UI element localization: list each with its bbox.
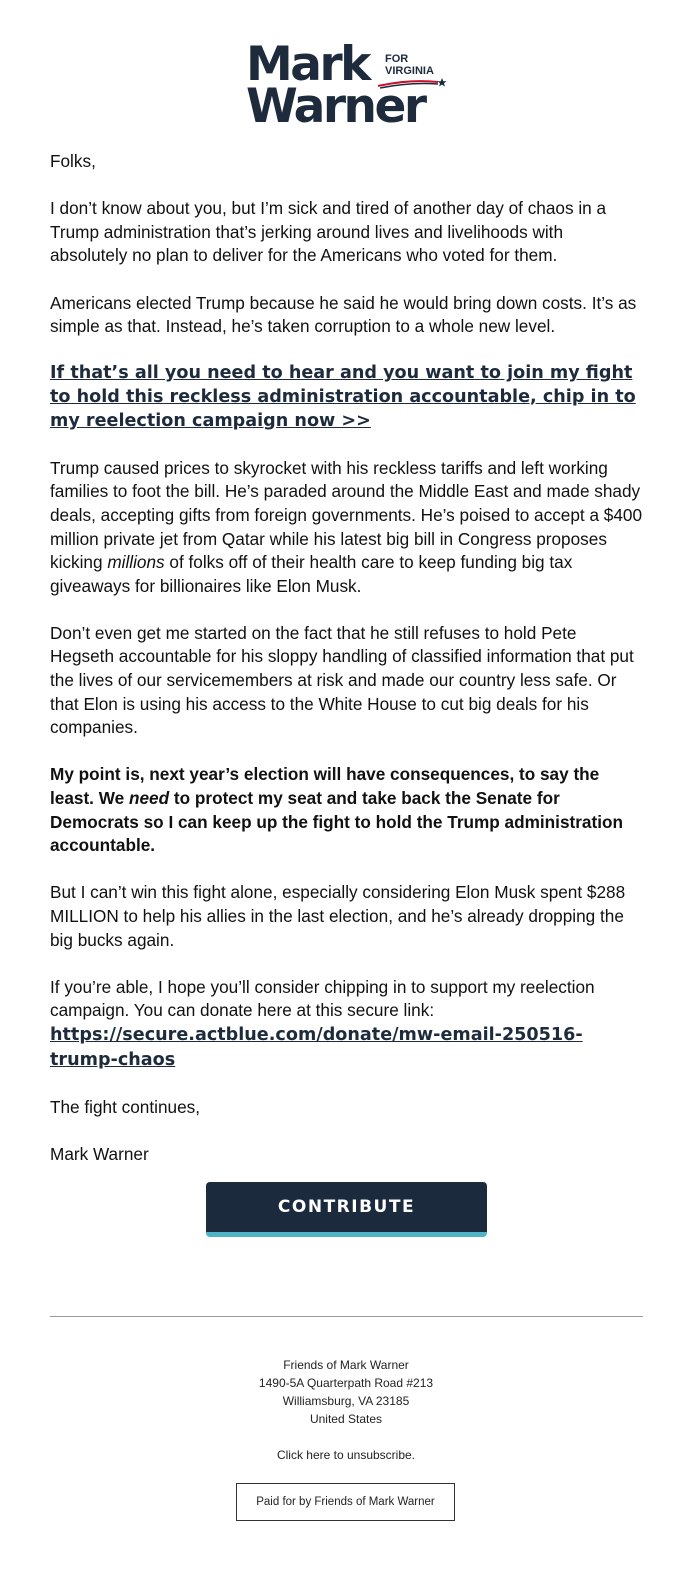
closing-line: The fight continues,: [50, 1096, 201, 1117]
footer-address-line2: Williamsburg, VA 23185: [282, 1394, 410, 1408]
campaign-logo: [246, 37, 456, 139]
swoosh-star-icon: [376, 77, 448, 89]
footer-divider: [50, 1316, 643, 1317]
unsubscribe-link[interactable]: Click here to unsubscribe.: [276, 1448, 416, 1462]
logo-state-tag: VIRGINIA: [385, 65, 434, 77]
paragraph-chaos: I don’t know about you, but I’m sick and tired of another day of chaos in a Trump administration that’s jerking around lives and livelihoods with absolutely no plan to deliver for the Americans who voted for them.: [50, 198, 607, 266]
paragraph-election: My point is, next year’s election will have consequences, to say the least. We need to protect my seat and take back the Senate for Democrats so I can keep up the fight to hold the Trump administration accountable.: [50, 764, 623, 856]
footer-country: United States: [309, 1412, 383, 1426]
cta-paragraph: [50, 362, 645, 433]
paragraph-donate: If you’re able, I hope you’ll consider chipping in to support my reelection campaign. You can donate here at this secure link: https://secure.actblue.com/donate/mw-email-250516-trump-chaos: [50, 976, 595, 1070]
logo-last-name: Warner: [246, 79, 425, 134]
greeting: Folks,: [50, 151, 96, 171]
paragraph-hegseth: Don’t even get me started on the fact that he still refuses to hold Pete Hegseth accountable for his sloppy handling of classified information that put the lives of our servicemembers at risk and made our country less safe. Or that Elon is using his access to the White House to cut big deals for his companies.: [50, 622, 634, 738]
donate-cta-link[interactable]: If that’s all you need to hear and you want to join my fight to hold this reckless administration accountable, chip in to my reelection campaign now >>: [50, 363, 636, 431]
logo-first-name: Mark: [246, 37, 369, 92]
paid-for-disclaimer: Paid for by Friends of Mark Warner: [236, 1483, 455, 1521]
paragraph-tariffs: Trump caused prices to skyrocket with his reckless tariffs and left working families to foot the bill. He’s paraded around the Middle East and made shady deals, accepting gifts from foreign governments. He’s poised to accept a $400 million private jet from Qatar while his latest big bill in Congress proposes kicking millions of folks off of their health care to keep funding big tax giveaways for billionaires like Elon Musk.: [50, 457, 643, 596]
paragraph-costs: Americans elected Trump because he said he would bring down costs. It’s as simple as that. Instead, he’s taken corruption to a whole new level.: [50, 292, 637, 337]
footer: [0, 1356, 692, 1464]
footer-org: Friends of Mark Warner: [283, 1358, 409, 1372]
email-body: [50, 150, 645, 1187]
emphasis-need: need: [128, 788, 170, 809]
contribute-button[interactable]: CONTRIBUTE: [206, 1182, 487, 1237]
signature: Mark Warner: [50, 1143, 149, 1164]
logo-for-tag: FOR: [385, 53, 409, 65]
emphasis-millions: millions: [107, 552, 165, 573]
paragraph-musk: But I can’t win this fight alone, especially considering Elon Musk spent $288 MILLION to help his allies in the last election, and he’s already dropping the big bucks again.: [50, 882, 626, 950]
footer-address-line1: 1490-5A Quarterpath Road #213: [258, 1376, 434, 1390]
donate-url-link[interactable]: https://secure.actblue.com/donate/mw-email-250516-trump-chaos: [50, 1024, 583, 1070]
